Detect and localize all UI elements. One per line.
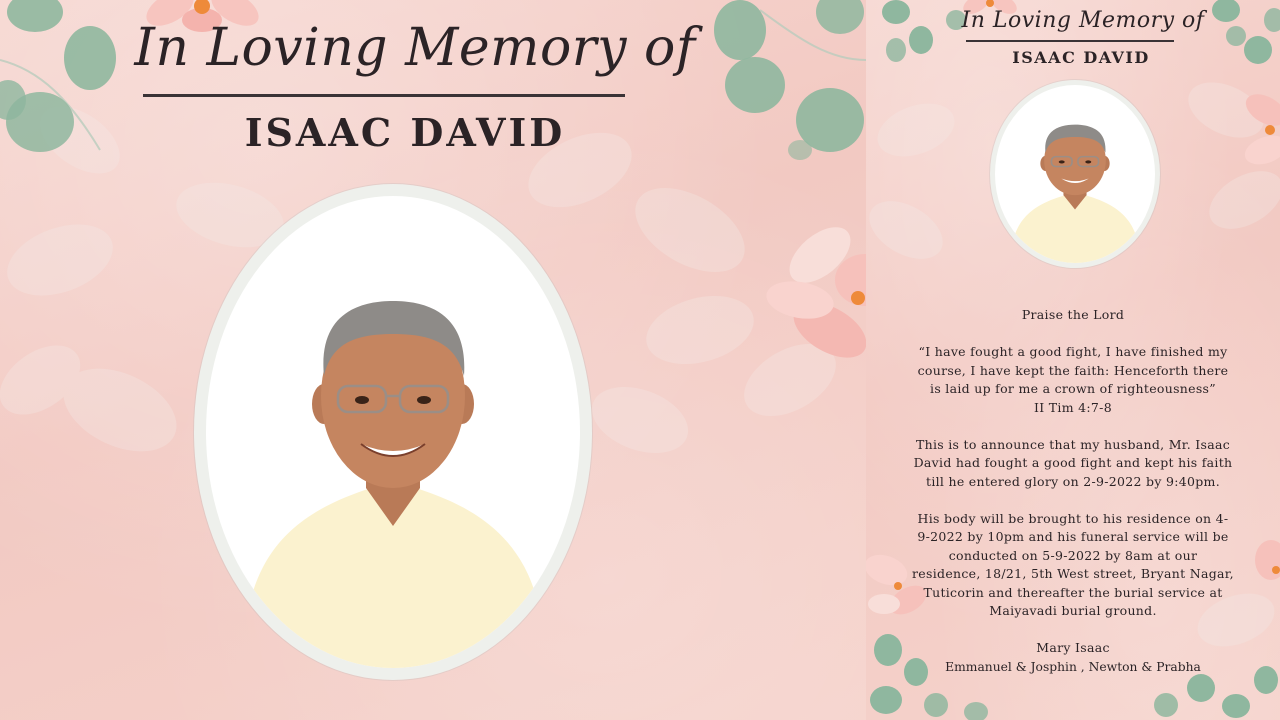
heading-divider <box>143 94 625 97</box>
verse-line: “I have fought a good fight, I have finished my <box>918 344 1228 359</box>
portrait-photo <box>206 196 580 668</box>
service-line: His body will be brought to his residence on 4- <box>917 510 1229 526</box>
signoff-spouse: Mary Isaac <box>1036 640 1110 655</box>
eucalyptus-leaf-icon <box>714 0 864 160</box>
announcement-line: till he entered glory on 2-9-2022 by 9:40pm. <box>926 473 1220 489</box>
pink-blossom-icon <box>763 217 866 370</box>
service-line: Maiyavadi burial ground. <box>989 603 1157 618</box>
signoff-family: Emmanuel & Josphin , Newton & Prabha <box>945 659 1201 674</box>
deceased-name: ISAAC DAVID <box>244 110 566 155</box>
greeting: Praise the Lord <box>1021 307 1125 322</box>
announcement-text <box>890 306 1256 676</box>
script-heading: In Loving Memory of <box>134 18 696 78</box>
verse-reference: II Tim 4:7-8 <box>1034 399 1112 415</box>
portrait-photo <box>995 85 1155 263</box>
verse-line: is laid up for me a crown of righteousness” <box>930 381 1216 396</box>
announcement-line: This is to announce that my husband, Mr. Isaac <box>915 436 1231 452</box>
portrait-frame <box>990 80 1160 268</box>
memorial-card-announcement <box>866 0 1280 720</box>
heading-divider <box>966 40 1174 42</box>
script-heading: In Loving Memory of <box>961 8 1205 33</box>
announcement-line: David had fought a good fight and kept his faith <box>913 455 1233 470</box>
service-line: conducted on 5-9-2022 by 8am at our <box>948 547 1198 563</box>
deceased-name: ISAAC DAVID <box>1012 48 1150 67</box>
service-line: 9-2022 by 10pm and his funeral service will be <box>917 529 1229 544</box>
pink-blossom-icon <box>1255 540 1280 580</box>
service-line: residence, 18/21, 5th West street, Bryant Nagar, <box>912 566 1234 581</box>
verse-line: course, I have kept the faith: Henceforth there <box>917 362 1229 378</box>
portrait-frame <box>194 184 592 680</box>
service-line: Tuticorin and thereafter the burial service at <box>923 584 1223 600</box>
